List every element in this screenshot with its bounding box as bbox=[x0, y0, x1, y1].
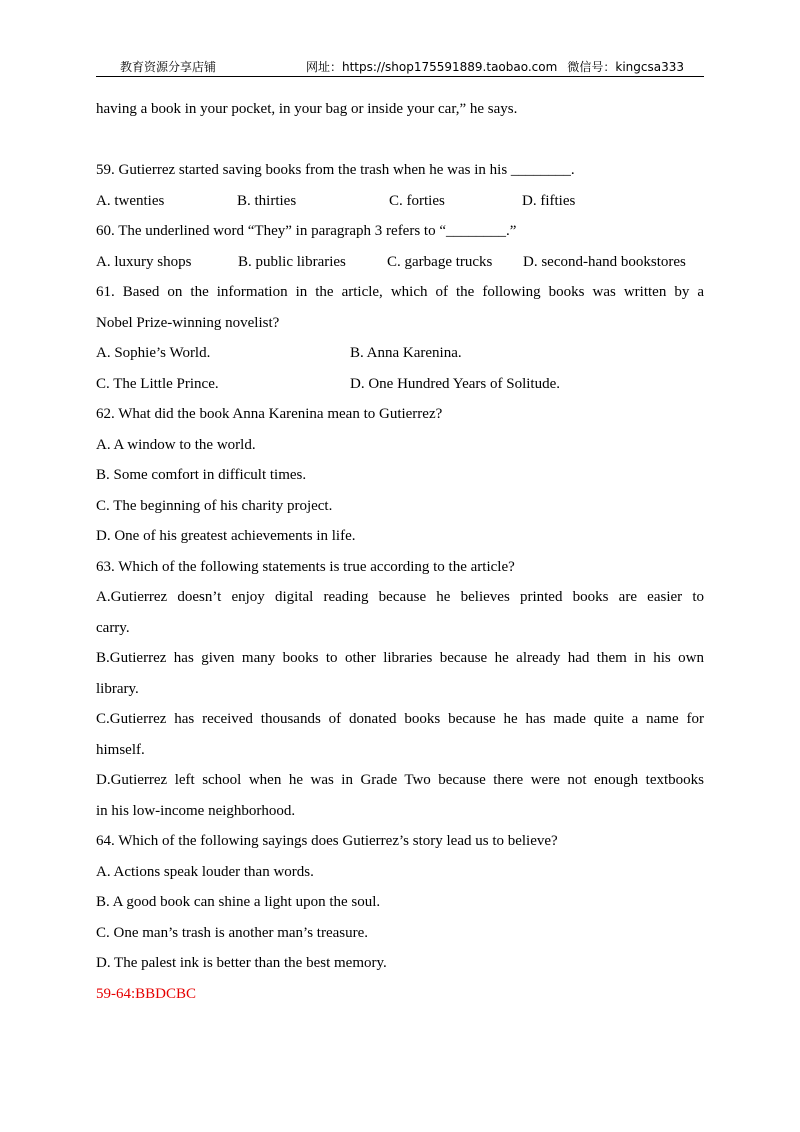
question-59-option-c: C. forties bbox=[389, 192, 445, 209]
question-64-option-b: B. A good book can shine a light upon the soul. bbox=[96, 894, 381, 910]
question-59-stem: 59. Gutierrez started saving books from the trash when he was in his ________. bbox=[96, 162, 575, 178]
question-59-option-d: D. fifties bbox=[522, 192, 576, 209]
question-63-option-a-line1: A.Gutierrez doesn’t enjoy digital reading because he believes printed books are easier to bbox=[96, 589, 704, 605]
question-63-option-d-line1: D.Gutierrez left school when he was in Grade Two because there were not enough textbooks bbox=[96, 772, 704, 788]
question-64-option-d: D. The palest ink is better than the best memory. bbox=[96, 955, 387, 971]
question-63-option-d-line2: in his low-income neighborhood. bbox=[96, 802, 296, 819]
question-59-option-b: B. thirties bbox=[237, 192, 297, 209]
question-61-options-row2 bbox=[96, 369, 704, 400]
intro-text: having a book in your pocket, in your bag or inside your car,” he says. bbox=[96, 101, 518, 117]
question-60-option-c: C. garbage trucks bbox=[387, 253, 493, 270]
question-62-option-c: C. The beginning of his charity project. bbox=[96, 497, 333, 514]
question-61-option-b: B. Anna Karenina. bbox=[350, 345, 462, 361]
page-header bbox=[96, 56, 704, 77]
question-64-option-c: C. One man’s trash is another man’s treasure. bbox=[96, 924, 369, 941]
question-61-stem-line2: Nobel Prize-winning novelist? bbox=[96, 314, 280, 331]
spacer bbox=[96, 125, 704, 156]
page-content bbox=[96, 94, 704, 1009]
question-64-option-a: A. Actions speak louder than words. bbox=[96, 863, 314, 880]
question-63-option-b-line2: library. bbox=[96, 680, 139, 697]
question-60-options bbox=[96, 247, 704, 278]
question-63-option-b-line1: B.Gutierrez has given many books to other libraries because he already had them in his own bbox=[96, 650, 704, 666]
answer-key: 59-64:BBDCBC bbox=[96, 985, 197, 1002]
question-61-stem-line1: 61. Based on the information in the article, which of the following books was written by a bbox=[96, 284, 704, 300]
question-62-stem: 62. What did the book Anna Karenina mean to Gutierrez? bbox=[96, 406, 443, 422]
question-60-option-b: B. public libraries bbox=[238, 253, 346, 270]
question-62-option-a: A. A window to the world. bbox=[96, 436, 256, 453]
question-63-option-c-line2: himself. bbox=[96, 741, 145, 758]
question-63-option-c-line1: C.Gutierrez has received thousands of donated books because he has made quite a name for bbox=[96, 711, 704, 727]
question-60-option-d: D. second-hand bookstores bbox=[523, 253, 686, 270]
question-61-option-d: D. One Hundred Years of Solitude. bbox=[350, 375, 560, 392]
question-62-option-b: B. Some comfort in difficult times. bbox=[96, 467, 307, 483]
question-60-stem: 60. The underlined word “They” in paragraph 3 refers to “________.” bbox=[96, 223, 517, 239]
question-59-option-a: A. twenties bbox=[96, 192, 165, 209]
header-url: 网址：https://shop175591889.taobao.com bbox=[306, 60, 558, 74]
question-64-stem: 64. Which of the following sayings does Gutierrez’s story lead us to believe? bbox=[96, 833, 558, 849]
question-63-stem: 63. Which of the following statements is true according to the article? bbox=[96, 558, 515, 575]
question-63-option-a-line2: carry. bbox=[96, 619, 130, 636]
question-62-option-d: D. One of his greatest achievements in life. bbox=[96, 528, 356, 544]
question-61-options-row1 bbox=[96, 338, 704, 369]
question-60-option-a: A. luxury shops bbox=[96, 253, 192, 270]
header-shop-name: 教育资源分享店铺 bbox=[120, 60, 217, 74]
question-61-option-a: A. Sophie’s World. bbox=[96, 345, 211, 361]
question-61-option-c: C. The Little Prince. bbox=[96, 375, 219, 392]
header-wechat: 微信号：kingcsa333 bbox=[567, 60, 684, 74]
question-59-options bbox=[96, 186, 704, 217]
